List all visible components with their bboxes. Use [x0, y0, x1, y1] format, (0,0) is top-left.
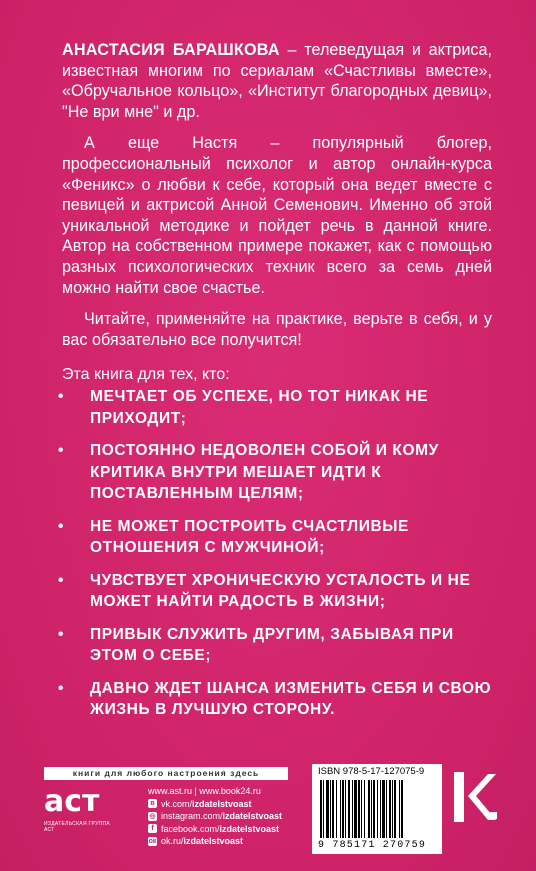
facebook-icon: f: [148, 824, 157, 833]
social-link-vk[interactable]: в vk.com/ izdatelstvoast: [148, 798, 282, 811]
bullet-icon: •: [58, 517, 65, 535]
list-item: • НЕ МОЖЕТ ПОСТРОИТЬ СЧАСТЛИВЫЕ ОТНОШЕНИЯ С МУЖЧИНОЙ;: [58, 517, 409, 556]
list-item: • ЧУВСТВУЕТ ХРОНИЧЕСКУЮ УСТАЛОСТЬ И НЕ МОЖЕТ НАЙТИ РАДОСТЬ В ЖИЗНИ;: [58, 571, 471, 610]
barcode-icon: [318, 780, 436, 838]
audience-lead: Эта книга для тех, кто:: [62, 366, 230, 383]
intro-paragraph-2: А еще Настя – популярный блогер, профессиональный психолог и автор онлайн-курса «Феникс» о любви к себе, который она ведет вместе с певицей и актрисой Анной Семенович. Именно об этой уникальной методике и пойдет речь в данной книге. Автор на собственном примере покажет, как с помощью разных психологических техник всего за семь дней можно найти свое счастье.: [62, 134, 492, 297]
list-item: • ПРИВЫК СЛУЖИТЬ ДРУГИМ, ЗАБЫВАЯ ПРИ ЭТОМ О СЕБЕ;: [58, 625, 454, 664]
author-bio: – телеведущая и актриса, известная многим по сериалам «Счастливы вместе», «Обручальное кольцо», «Институт благородных девиц», "Не ври мне" и др.: [62, 41, 492, 121]
barcode-digits: 9 785171 270759: [318, 840, 427, 851]
isbn-number: ISBN 978-5-17-127075-9: [318, 766, 425, 777]
isbn-barcode-block: [312, 764, 442, 854]
publisher-links: [148, 785, 282, 848]
publisher-logo: [44, 785, 114, 833]
audience-list: [58, 386, 498, 732]
social-link-instagram[interactable]: ◎ instagram.com/ izdatelstvoast: [149, 811, 283, 821]
bullet-icon: •: [58, 625, 65, 643]
instagram-icon: ◎: [149, 812, 156, 820]
publisher-name: ИЗДАТЕЛЬСКАЯ ГРУППА АСТ: [44, 821, 110, 833]
odnoklassniki-icon: ок: [148, 837, 157, 845]
vk-icon: в: [148, 799, 157, 808]
list-item: • МЕЧТАЕТ ОБ УСПЕХЕ, НО ТОТ НИКАК НЕ ПРИХОДИТ;: [58, 388, 429, 427]
bullet-icon: •: [58, 388, 65, 405]
ast-logo-mark: аст: [44, 784, 100, 819]
author-name: АНАСТАСИЯ БАРАШКОВА: [62, 41, 280, 59]
social-link-facebook[interactable]: f facebook.com/ izdatelstvoast: [148, 823, 282, 836]
bullet-icon: •: [58, 571, 65, 589]
bullet-icon: •: [58, 442, 65, 459]
social-link-ok[interactable]: ок ok.ru/ izdatelstvoast: [148, 836, 244, 846]
list-item: • ДАВНО ЖДЕТ ШАНСА ИЗМЕНИТЬ СЕБЯ И СВОЮ ЖИЗНЬ В ЛУЧШУЮ СТОРОНУ.: [58, 679, 492, 718]
bullet-icon: •: [58, 679, 65, 697]
annotation-text: [62, 40, 492, 361]
slogan-banner: книги для любого настроения здесь: [44, 767, 288, 780]
list-item: • ПОСТОЯННО НЕДОВОЛЕН СОБОЙ И КОМУ КРИТИКА ВНУТРИ МЕШАЕТ ИДТИ К ПОСТАВЛЕННЫМ ЦЕЛЯМ;: [58, 442, 439, 502]
k-imprint-logo-icon: [452, 768, 500, 826]
intro-paragraph-1: [62, 40, 492, 122]
websites-line[interactable]: www.ast.ru | www.book24.ru: [148, 786, 261, 796]
intro-paragraph-3: Читайте, применяйте на практике, верьте в себя, и у вас обязательно все получится!: [62, 310, 492, 349]
